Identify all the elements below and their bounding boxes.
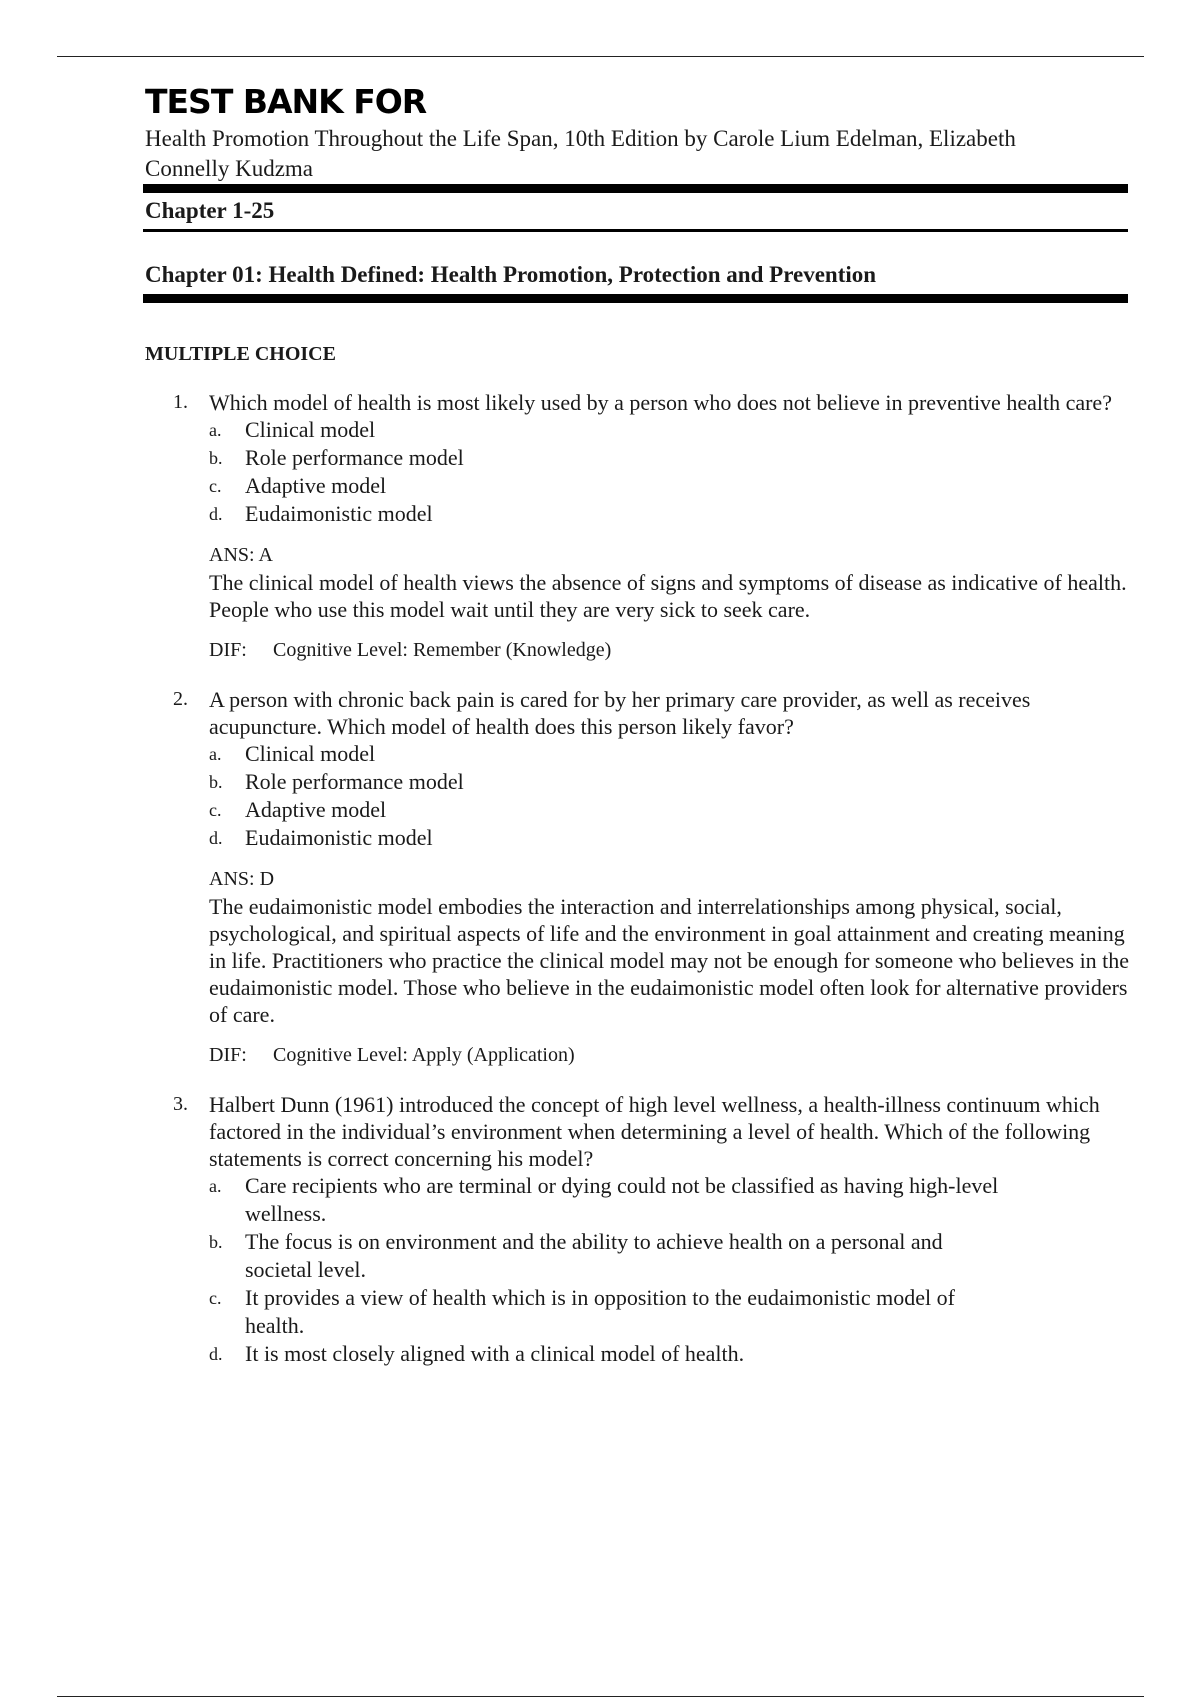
option-letter: b. — [209, 448, 223, 468]
option-c — [209, 1284, 1130, 1340]
chapter-heading: Chapter 01: Health Defined: Health Promotion, Protection and Prevention — [145, 262, 877, 287]
question-3 — [145, 1091, 1130, 1368]
option-text: Role performance model — [245, 769, 464, 794]
option-letter: d. — [209, 828, 223, 848]
option-letter: a. — [209, 744, 222, 764]
option-text: Adaptive model — [245, 473, 387, 498]
option-c — [209, 796, 1130, 824]
difficulty-line — [209, 1042, 1130, 1069]
option-text: Adaptive model — [245, 797, 387, 822]
book-subtitle: Health Promotion Throughout the Life Span, 10th Edition by Carole Lium Edelman, Elizabeth Connelly Kudzma — [145, 126, 1016, 181]
option-text: It is most closely aligned with a clinical model of health. — [245, 1341, 745, 1366]
option-text: Clinical model — [245, 741, 376, 766]
chapter-thick-rule — [143, 294, 1128, 303]
option-letter: a. — [209, 1176, 222, 1196]
option-text: Eudaimonistic model — [245, 501, 433, 526]
option-b — [209, 1228, 1130, 1284]
question-stem: Which model of health is most likely used by a person who does not believe in preventive health care? — [209, 390, 1112, 415]
answer-key: ANS: D — [209, 868, 275, 890]
bottom-page-rule — [57, 1696, 1144, 1697]
option-list — [209, 416, 1130, 528]
option-d — [209, 824, 1130, 852]
question-2 — [145, 686, 1130, 1069]
option-letter: d. — [209, 504, 223, 524]
question-stem: A person with chronic back pain is cared for by her primary care provider, as well as receives acupuncture. Which model of health does this person likely favor? — [209, 687, 1031, 739]
question-list — [145, 389, 1130, 1368]
option-a — [209, 1172, 1130, 1228]
option-letter: c. — [209, 476, 222, 496]
answer-rationale: The eudaimonistic model embodies the interaction and interrelationships among physical, social, psychological, and spiritual aspects of life and the environment in goal attainment and creating meaning in life. Practitioners who practice the clinical model may not be enough for someone who believes in the eudaimonistic model. Those who believe in the eudaimonistic model often look for alternative providers of care. — [209, 894, 1130, 1027]
option-letter: b. — [209, 772, 223, 792]
difficulty-label: DIF: — [209, 639, 247, 661]
section-heading: MULTIPLE CHOICE — [145, 343, 336, 365]
option-d — [209, 500, 1130, 528]
answer-rationale: The clinical model of health views the absence of signs and symptoms of disease as indicative of health. People who use this model wait until they are very sick to seek care. — [209, 570, 1127, 622]
option-text: Care recipients who are terminal or dying could not be classified as having high-level wellness. — [245, 1173, 999, 1226]
document-body — [145, 82, 1130, 1390]
option-letter: d. — [209, 1344, 223, 1364]
option-letter: c. — [209, 800, 222, 820]
option-text: It provides a view of health which is in opposition to the eudaimonistic model of health. — [245, 1285, 955, 1338]
option-text: Clinical model — [245, 417, 376, 442]
option-b — [209, 444, 1130, 472]
question-number: 1. — [173, 391, 188, 413]
question-stem: Halbert Dunn (1961) introduced the concept of high level wellness, a health-illness continuum which factored in the individual’s environment when determining a level of health. Which of the following statements is correct concerning his model? — [209, 1092, 1100, 1171]
question-1 — [145, 389, 1130, 664]
question-number: 3. — [173, 1093, 188, 1115]
option-letter: c. — [209, 1288, 222, 1308]
option-text: Role performance model — [245, 445, 464, 470]
option-list — [209, 1172, 1130, 1368]
option-letter: a. — [209, 420, 222, 440]
option-text: Eudaimonistic model — [245, 825, 433, 850]
option-text: The focus is on environment and the ability to achieve health on a personal and societal level. — [245, 1229, 943, 1282]
question-number: 2. — [173, 688, 188, 710]
top-page-rule — [57, 56, 1144, 57]
option-a — [209, 740, 1130, 768]
option-c — [209, 472, 1130, 500]
difficulty-line — [209, 637, 1130, 664]
answer-key: ANS: A — [209, 544, 273, 566]
option-d — [209, 1340, 1130, 1368]
option-list — [209, 740, 1130, 852]
difficulty-value: Cognitive Level: Apply (Application) — [273, 1044, 575, 1066]
header-thin-rule — [143, 229, 1128, 232]
option-letter: b. — [209, 1232, 223, 1252]
difficulty-label: DIF: — [209, 1044, 247, 1066]
option-b — [209, 768, 1130, 796]
difficulty-value: Cognitive Level: Remember (Knowledge) — [273, 639, 612, 661]
document-title: TEST BANK FOR — [145, 82, 427, 121]
header-thick-rule — [143, 184, 1128, 193]
option-a — [209, 416, 1130, 444]
chapter-range: Chapter 1-25 — [145, 198, 275, 223]
